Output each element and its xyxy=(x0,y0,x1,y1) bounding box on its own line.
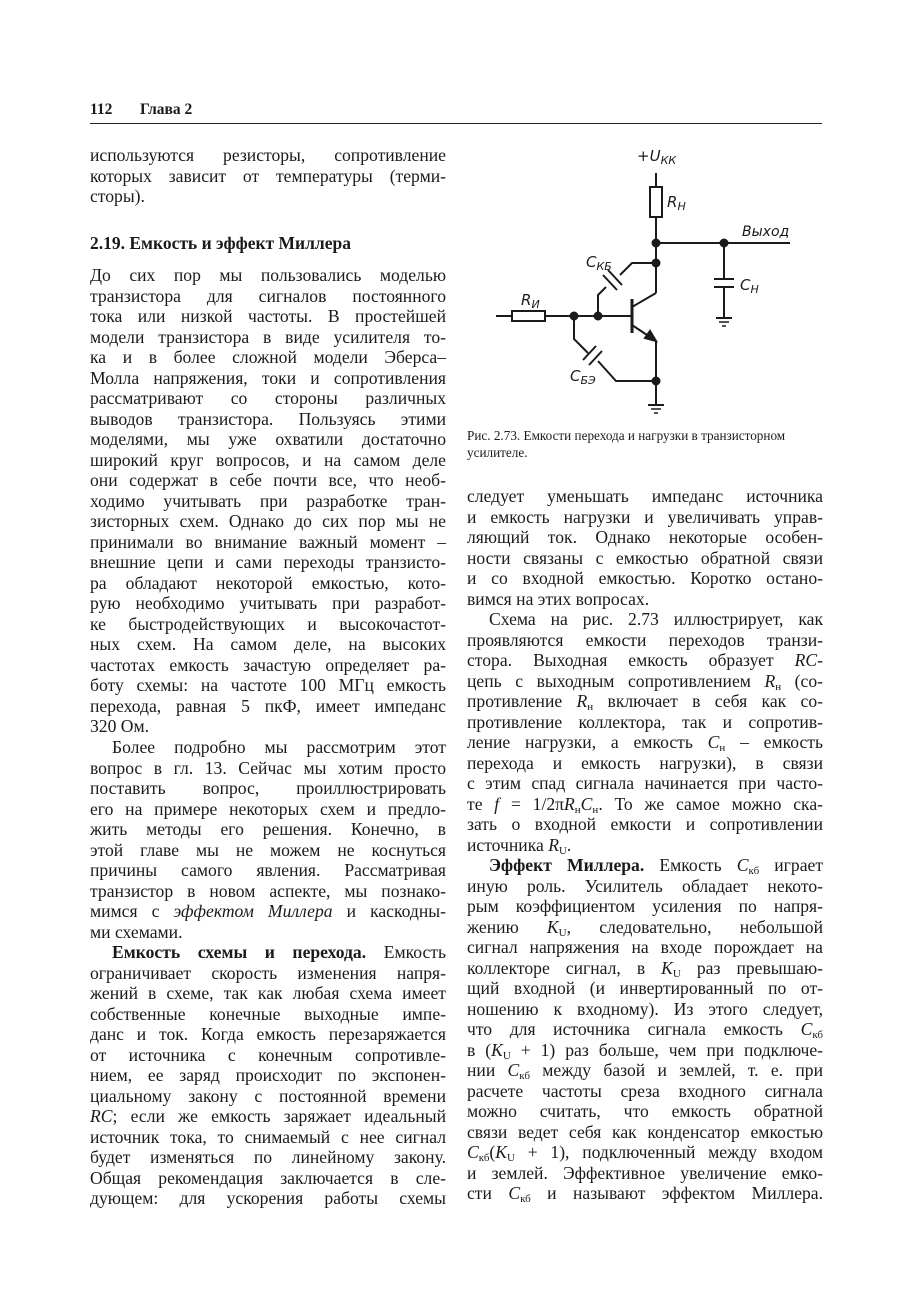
text-span: ление нагрузки, а емкость xyxy=(467,732,708,752)
text-line: этой главе мы не можем не коснуться xyxy=(90,839,446,860)
text-line: противление коллектора, так и сопротив- xyxy=(467,711,823,732)
text-line: расчете частоты среза входного сигнала xyxy=(467,1080,823,1101)
text-line: и землей. Эффективное увеличение емко- xyxy=(467,1162,823,1183)
load-resistor-label: $R_Н$ xyxy=(667,193,686,213)
text-span: между базой и землей, т. е. при xyxy=(529,1060,823,1080)
math-subscript: н xyxy=(719,742,726,754)
text-line: будет изменяться по линейному закону. xyxy=(90,1147,446,1167)
source-resistor-label: $R_И$ xyxy=(521,291,540,311)
text-line: ра обладают некоторой емкостью, кото- xyxy=(90,572,446,593)
text-span: нии xyxy=(467,1060,508,1080)
math-subscript: н xyxy=(587,701,594,713)
page-number: 112 xyxy=(90,101,113,118)
text-span: , следовательно, небольшой xyxy=(566,916,823,937)
text-line xyxy=(467,691,823,712)
text-span: коллекторе сигнал, в xyxy=(467,957,662,978)
text-span: жению xyxy=(467,916,547,937)
text-span: включает в себя как со- xyxy=(593,691,823,711)
text-span: стора. Выходная емкость образует xyxy=(467,650,795,670)
chapter-title: Глава 2 xyxy=(140,101,193,118)
text-line: перехода, равная 5 пкФ, имеет импеданс xyxy=(90,695,446,716)
math-symbol: C xyxy=(580,793,593,814)
text-line: и емкость нагрузки и увеличивать управ- xyxy=(467,506,823,527)
paragraph-miller-effect xyxy=(467,855,823,1204)
text-line: До сих пор мы пользовались моделью xyxy=(90,265,446,285)
math-rc: RC xyxy=(90,1106,113,1126)
text-span: источника xyxy=(467,834,549,855)
math-symbol: K xyxy=(495,1142,508,1162)
text-line xyxy=(467,1183,823,1204)
text-line: ности связаны с емкостью обратной связи xyxy=(467,547,823,568)
text-span: мимся с xyxy=(90,901,174,921)
text-span: те xyxy=(467,793,495,814)
text-span: сти xyxy=(467,1183,509,1203)
math-symbol: f xyxy=(494,793,500,814)
text-line xyxy=(467,1040,823,1061)
math-symbol: R xyxy=(576,691,588,711)
text-span: – емкость xyxy=(725,732,823,752)
wire-ckb xyxy=(598,287,606,316)
math-symbol: K xyxy=(491,1039,503,1060)
text-line: данс и ток. Когда емкость перезаряжается xyxy=(90,1024,446,1044)
math-symbol: C xyxy=(508,1183,521,1203)
text-line xyxy=(90,901,446,922)
text-line: Общая рекомендация заключается в сле- xyxy=(90,1167,446,1188)
page-header xyxy=(90,101,822,124)
math-symbol: R xyxy=(764,670,776,691)
text-span: и каскодны- xyxy=(332,901,446,921)
math-subscript: U xyxy=(558,844,567,857)
text-line: щий входной (и инвертированный по от- xyxy=(467,978,823,998)
cb-capacitor-label: $C_{КБ}$ xyxy=(586,253,612,273)
text-line: Схема на рис. 2.73 иллюстрирует, как xyxy=(489,609,823,629)
text-line: циальному закону с постоянной времени xyxy=(90,1085,446,1106)
text-line: можно считать, что емкость обратной xyxy=(467,1101,823,1121)
text-line: 320 Ом. xyxy=(90,716,150,736)
math-symbol: C xyxy=(507,1060,520,1080)
text-span: Емкость xyxy=(366,942,446,962)
text-span: ( xyxy=(489,1142,496,1162)
math-subscript: кб xyxy=(520,1193,531,1205)
text-line: они содержат в себе почти все, что необ- xyxy=(90,470,446,490)
text-span: в ( xyxy=(467,1039,492,1060)
math-symbol: R xyxy=(548,834,559,855)
load-resistor xyxy=(650,187,662,217)
text-line: принимали во внимание важный момент – xyxy=(90,531,446,552)
text-line xyxy=(467,835,823,856)
circuit-diagram xyxy=(470,135,810,425)
text-line: его на примере некоторых схем и предло- xyxy=(90,798,446,819)
text-line: частотах емкость зачастую определяет ра- xyxy=(90,654,446,675)
math-subscript: н xyxy=(592,803,599,816)
text-line: сторы). xyxy=(90,186,145,206)
section-title: 2.19. Емкость и эффект Миллера xyxy=(90,233,352,253)
text-line: следует уменьшать импеданс источника xyxy=(467,486,823,506)
text-line: ляющий ток. Однако некоторые особен- xyxy=(467,527,823,547)
text-line: используются резисторы, сопротивление xyxy=(90,145,446,165)
text-line: сигнал напряжения на входе порождает на xyxy=(467,937,823,957)
math-subscript: кб xyxy=(519,1070,530,1082)
output-label: Выход xyxy=(742,224,790,240)
text-line xyxy=(467,1060,823,1081)
text-span: раз превышаю- xyxy=(680,957,823,978)
math-symbol: C xyxy=(736,855,749,875)
text-line xyxy=(467,1019,823,1040)
text-line xyxy=(467,917,823,938)
text-line: вопрос в гл. 13. Сейчас мы хотим просто xyxy=(90,757,446,778)
supply-label: $+U_{КК}$ xyxy=(637,147,677,167)
math-rc: RC xyxy=(794,650,818,670)
text-line: собственные конечные выходные импе- xyxy=(90,1003,446,1024)
text-line: нием, ее заряд происходит по экспонен- xyxy=(90,1065,446,1085)
text-line: транзистор в новом аспекте, мы познако- xyxy=(90,880,446,901)
text-line: ных схем. На самом деле, на высоких xyxy=(90,634,446,654)
junction-dot xyxy=(653,240,660,247)
text-line: ка и в более сложной модели Эберса– xyxy=(90,347,446,367)
text-line xyxy=(90,942,446,963)
text-span: . xyxy=(566,834,572,855)
wire-cbe xyxy=(574,316,588,353)
math-symbol: C xyxy=(467,1142,479,1162)
math-subscript: U xyxy=(507,1152,515,1164)
text-line: рассматривают со стороны различных xyxy=(90,388,446,408)
text-line: ми схемами. xyxy=(90,921,183,942)
text-line: боту схемы: на частоте 100 МГц емкость xyxy=(90,675,446,695)
text-span: + 1), подключенный между входом xyxy=(514,1142,823,1162)
text-line xyxy=(467,671,823,692)
text-span: (со- xyxy=(781,670,823,691)
paragraph-chapter-ref xyxy=(90,737,446,942)
math-symbol: K xyxy=(661,957,673,978)
source-resistor xyxy=(512,311,545,321)
junction-dot xyxy=(653,378,660,385)
text-line: внешние цепи и сами переходы транзисто- xyxy=(90,552,446,572)
text-line: и со входной емкостью. Коротко остано- xyxy=(467,568,823,588)
text-span: и называют эффектом Миллера. xyxy=(530,1183,824,1203)
text-line xyxy=(90,1106,446,1127)
text-line: моделями, мы уже охватили достаточно xyxy=(90,429,446,449)
text-span: . То же самое можно ска- xyxy=(598,793,823,814)
wire-ckb xyxy=(620,263,656,275)
text-line: поставить вопрос, проиллюстрировать xyxy=(90,778,446,798)
math-subscript: U xyxy=(672,967,681,980)
text-line: связи ведет себя как конденсатор емкостью xyxy=(467,1121,823,1142)
paragraph-heading: Эффект Миллера. xyxy=(489,855,645,875)
text-line: причины самого явления. Рассматривая xyxy=(90,860,446,880)
emitter-arrow-icon xyxy=(645,331,656,341)
text-line xyxy=(467,794,823,815)
text-line xyxy=(467,650,823,671)
text-line: с этим спад сигнала начинается при часто- xyxy=(467,773,823,793)
math-subscript: кб xyxy=(478,1152,490,1164)
transistor-collector xyxy=(632,293,656,307)
paragraph-scheme xyxy=(467,609,823,855)
text-span: играет xyxy=(759,855,824,875)
text-line: рым коэффициентом усиления по напря- xyxy=(467,896,823,916)
text-span: противление xyxy=(467,691,577,711)
load-capacitor-label: $C_Н$ xyxy=(740,276,759,296)
wire-cbe xyxy=(598,361,656,381)
text-line: жить методы его решения. Конечно, в xyxy=(90,819,446,839)
text-span: + 1) раз больше, чем при подключе- xyxy=(510,1039,823,1060)
text-span: цепь с выходным сопротивлением xyxy=(467,670,765,691)
text-line xyxy=(467,958,823,979)
text-line xyxy=(467,855,823,876)
text-line: рую необходимо учитывать при разработ- xyxy=(90,593,446,613)
text-line xyxy=(467,1142,823,1163)
text-line: модели транзистора в виде усилителя то- xyxy=(90,326,446,347)
left-column-intro xyxy=(90,145,446,207)
text-line: Более подробно мы рассмотрим этот xyxy=(112,737,446,757)
text-line: дующем: для ускорения работы схемы xyxy=(90,1188,446,1208)
text-line: зать о входной емкости и сопротивлении xyxy=(467,814,823,834)
paragraph-continued xyxy=(467,486,823,609)
math-subscript: н xyxy=(775,680,782,693)
text-line: выводов транзистора. Пользуясь этими xyxy=(90,408,446,429)
text-span: = 1/2π xyxy=(499,793,565,814)
math-subscript: н xyxy=(574,803,581,816)
math-symbol: C xyxy=(707,732,720,752)
text-line: ке быстродействующих и высокочастот- xyxy=(90,613,446,634)
figure-caption: Рис. 2.73. Емкости перехода и нагрузки в транзисторном усилителе. xyxy=(467,428,786,460)
math-symbol: C xyxy=(800,1019,813,1039)
be-capacitor-label: $C_{БЭ}$ xyxy=(570,367,596,387)
text-line: вимся на этих вопросах. xyxy=(467,588,650,609)
text-span: ; если же емкость заряжает идеальный xyxy=(112,1106,446,1126)
text-line: Молла напряжения, токи и сопротивления xyxy=(90,367,446,388)
be-capacitor-plate xyxy=(583,346,596,360)
math-symbol: K xyxy=(546,916,559,937)
text-line: жений в схеме, так как любая схема имеет xyxy=(90,983,446,1003)
text-span: что для источника сигнала емкость xyxy=(467,1019,801,1039)
math-subscript: U xyxy=(502,1049,511,1062)
text-span: Емкость xyxy=(644,855,737,875)
paragraph-capacitance xyxy=(90,942,446,1209)
text-line: перехода и емкость нагрузки), в связи xyxy=(467,752,823,773)
text-line xyxy=(467,732,823,753)
paragraph-heading: Емкость схемы и перехода. xyxy=(112,942,367,962)
text-line: ношению к входному). Из этого следует, xyxy=(467,998,823,1019)
text-line: зисторных схем. Однако до сих пор мы не xyxy=(90,511,446,531)
text-span: - xyxy=(817,650,823,670)
miller-effect-term: эффектом Миллера xyxy=(173,901,333,921)
text-line: ходимо учитывать при разработке тран- xyxy=(90,490,446,511)
text-line: широкий круг вопросов, и на самом деле xyxy=(90,449,446,470)
junction-dot xyxy=(595,313,602,320)
math-subscript: кб xyxy=(748,865,760,877)
text-line: тока или низкой частоты. В простейшей xyxy=(90,306,446,326)
text-line: ограничивает скорость изменения напря- xyxy=(90,962,446,983)
math-subscript: кб xyxy=(812,1029,823,1041)
text-line: которых зависит от температуры (терми- xyxy=(90,165,446,186)
text-line: источник тока, то снимаемый с нее сигнал xyxy=(90,1126,446,1147)
text-line: иную роль. Усилитель обладает некото- xyxy=(467,875,823,896)
math-subscript: U xyxy=(558,926,567,939)
paragraph-intro xyxy=(90,265,446,737)
math-symbol: R xyxy=(564,793,575,814)
text-line: транзистора для сигналов постоянного xyxy=(90,285,446,306)
text-line: проявляются емкости переходов транзи- xyxy=(467,629,823,650)
text-line: от источника с конечным сопротивле- xyxy=(90,1044,446,1065)
